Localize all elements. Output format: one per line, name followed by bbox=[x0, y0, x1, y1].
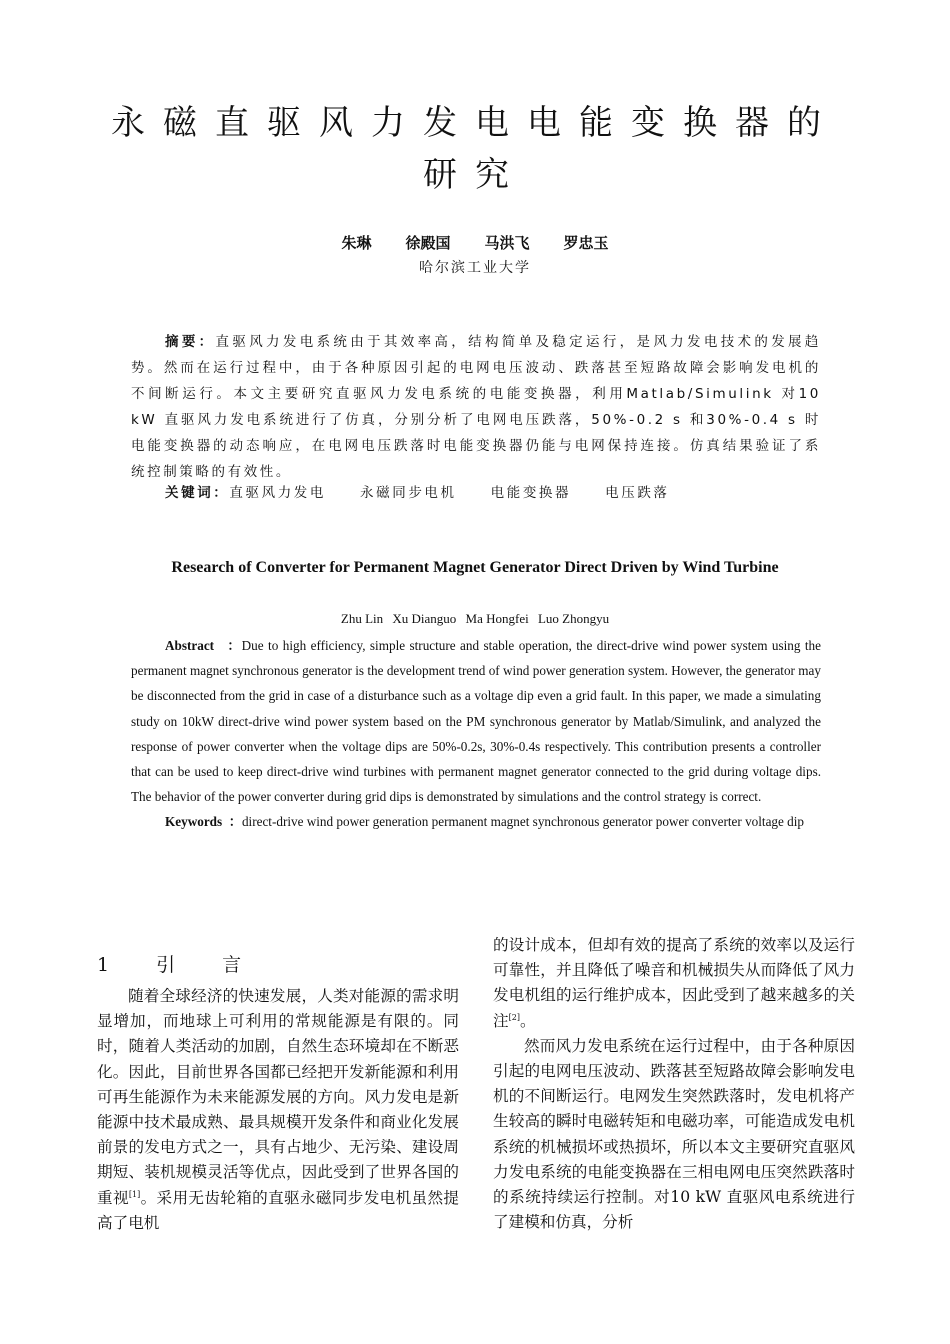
body-paragraph: 然而风力发电系统在运行过程中，由于各种原因引起的电网电压波动、跌落甚至短路故障会影响发电机的不间断运行。电网发生突然跌落时，发电机将产生较高的瞬时电磁转矩和电磁功率，可能造成发电机系统的机械损坏或热损坏，所以本文主要研究直驱风力发电系统的电能变换器在三相电网电压突然跌落时的系统持续运行控制。对10 kW 直驱风电系统进行了建模和仿真，分析 bbox=[493, 1036, 855, 1232]
author-name-en: Zhu Lin bbox=[340, 611, 384, 626]
author-name-en: Xu Dianguo bbox=[392, 611, 457, 626]
body-text: 随着全球经济的快速发展，人类对能源的需求明显增加，而地球上可利用的常规能源是有限的。同时，随着人类活动的加剧，自然生态环境却在不断恶化。因此，目前世界各国都已经把开发新能源和利用可再生能源作为未来能源发展的方向。风力发电是新能源中技术最成熟、最具规模开发条件和商业化发展前景的发电方式之一，具有占地少、无污染、建设周期短、装机规模灵活等优点，因此受到了世界各国的重视 bbox=[97, 987, 459, 1207]
section-heading: 1 引 言 bbox=[97, 954, 256, 976]
affiliation: 哈尔滨工业大学 bbox=[419, 260, 531, 276]
author-name: 朱琳 bbox=[341, 234, 372, 252]
author-name-en: Luo Zhongyu bbox=[537, 611, 610, 626]
paper-title-line-1: 永磁直驱风力发电电能变换器的 bbox=[111, 103, 839, 143]
body-column-right bbox=[493, 933, 855, 1235]
body-text: 。采用无齿轮箱的直驱永磁同步发电机虽然提高了电机 bbox=[97, 1188, 459, 1232]
author-name: 罗忠玉 bbox=[563, 234, 609, 252]
body-paragraph bbox=[97, 984, 459, 1236]
english-abstract bbox=[131, 633, 821, 835]
keywords-colon: ： bbox=[228, 814, 242, 830]
keywords-label: 关键词： bbox=[165, 485, 230, 501]
keyword: 永磁同步电机 bbox=[360, 485, 457, 501]
keyword: 直驱风力发电 bbox=[229, 485, 327, 501]
author-name: 马洪飞 bbox=[484, 234, 530, 252]
abstract-text-en: Due to high efficiency, simple structure and stable operation, the direct-drive wind power system using the permanent magnet synchronous generator is the development trend of wind power generation system. However, the generator may be disconnected from the grid in case of a disturbance such as a voltage dip even a grid fault. In this paper, we made a simulating study on 10kW direct-drive wind power system based on the PM synchronous generator by Matlab/Simulink, and analyzed the response of power converter when the voltage dips are 50%-0.2s, 30%-0.4s respectively. This contribution presents a controller that can be used to keep direct-drive wind turbines with permanent magnet generator connected to the grid during voltage dips. The behavior of the power converter during grid dips is demonstrated by simulations and the control strategy is correct. bbox=[131, 638, 822, 805]
citation: [2] bbox=[508, 1012, 520, 1022]
author-list bbox=[0, 232, 950, 253]
keywords-text-en: direct-drive wind power generation permanent magnet synchronous generator power converter voltage dip bbox=[241, 814, 805, 830]
keywords-label-en: Keywords bbox=[165, 814, 223, 830]
abstract-label-en: Abstract bbox=[165, 638, 215, 653]
paper-title-line-2: 研究 bbox=[423, 155, 527, 195]
body-text: 的设计成本，但却有效的提高了系统的效率以及运行可靠性，并且降低了噪音和机械损失从而降低了风力发电机组的运行维护成本，因此受到了越来越多的关注 bbox=[493, 936, 855, 1030]
citation: [1] bbox=[128, 1189, 141, 1199]
keyword: 电压跌落 bbox=[605, 485, 670, 501]
author-name-en: Ma Hongfei bbox=[465, 611, 529, 626]
body-text: 。 bbox=[519, 1011, 536, 1030]
abstract-text: 直驱风力发电系统由于其效率高，结构简单及稳定运行，是风力发电技术的发展趋势。然而在运行过程中，由于各种原因引起的电网电压波动、跌落甚至短路故障会影响发电机的不间断运行。本文主要研究直驱风力发电系统的电能变换器，利用Matlab/Simulink 对10 kW 直驱风力发电系统进行了仿真，分别分析了电网电压跌落，50%-0.2 s 和30%-0.4 s 时电能变换器的动态响应，在电网电压跌落时电能变换器仍能与电网保持连接。仿真结果验证了系统控制策略的有效性。 bbox=[131, 334, 821, 480]
english-title: Research of Converter for Permanent Magnet Generator Direct Driven by Wind Turbine bbox=[171, 559, 779, 576]
keyword: 电能变换器 bbox=[490, 485, 572, 501]
author-name: 徐殿国 bbox=[405, 234, 451, 252]
body-column-left bbox=[97, 984, 459, 1236]
english-author-list bbox=[0, 611, 950, 627]
abstract-label: 摘要： bbox=[165, 334, 216, 350]
body-paragraph bbox=[493, 933, 855, 1034]
chinese-keywords bbox=[131, 482, 821, 504]
abstract-colon: ： bbox=[227, 638, 242, 653]
chinese-abstract bbox=[131, 329, 821, 485]
